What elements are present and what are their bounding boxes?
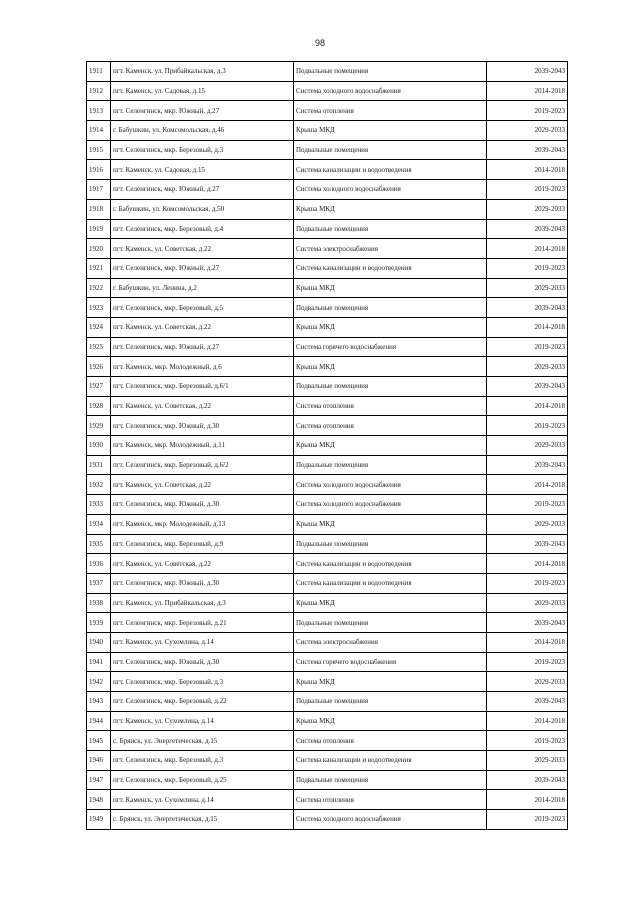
system-cell: Крыша МКД (294, 357, 487, 377)
row-number-cell: 1912 (87, 81, 111, 101)
system-cell: Подвальные помещения (294, 377, 487, 397)
system-cell: Крыша МКД (294, 199, 487, 219)
period-cell: 2019-2023 (487, 337, 568, 357)
period-cell: 2019-2023 (487, 101, 568, 121)
address-cell: г. Бабушкин, ул. Комсомольская, д.50 (111, 199, 294, 219)
address-cell: пгт. Селенгинск, мкр. Березовый, д.5 (111, 298, 294, 318)
table-body (87, 62, 568, 830)
period-cell: 2014-2018 (487, 317, 568, 337)
row-number-cell: 1926 (87, 357, 111, 377)
table-row (87, 810, 568, 830)
table-row (87, 770, 568, 790)
period-cell: 2014-2018 (487, 396, 568, 416)
period-cell: 2039-2043 (487, 298, 568, 318)
address-cell: пгт. Селенгинск, мкр. Березовый, д.22 (111, 692, 294, 712)
address-cell: пгт. Селенгинск, мкр. Южный, д.27 (111, 180, 294, 200)
period-cell: 2029-2033 (487, 514, 568, 534)
table-row (87, 672, 568, 692)
period-cell: 2039-2043 (487, 613, 568, 633)
address-cell: пгт. Селенгинск, мкр. Южный, д.27 (111, 101, 294, 121)
system-cell: Крыша МКД (294, 711, 487, 731)
address-cell: пгт. Селенгинск, мкр. Южный, д.30 (111, 416, 294, 436)
row-number-cell: 1949 (87, 810, 111, 830)
system-cell: Подвальные помещения (294, 534, 487, 554)
address-cell: пгт. Селенгинск, мкр. Южный, д.30 (111, 652, 294, 672)
system-cell: Подвальные помещения (294, 298, 487, 318)
repair-schedule-table (86, 61, 568, 830)
table-row (87, 455, 568, 475)
table-row (87, 219, 568, 239)
address-cell: пгт. Селенгинск, мкр. Березовый, д.21 (111, 613, 294, 633)
table-row (87, 298, 568, 318)
table-row (87, 377, 568, 397)
system-cell: Система холодного водоснабжения (294, 475, 487, 495)
address-cell: пгт. Селенгинск, мкр. Южный, д.27 (111, 258, 294, 278)
row-number-cell: 1911 (87, 62, 111, 82)
row-number-cell: 1947 (87, 770, 111, 790)
table-row (87, 239, 568, 259)
address-cell: пгт. Селенгинск, мкр. Березовый, д.9 (111, 534, 294, 554)
system-cell: Система канализации и водоотведения (294, 160, 487, 180)
row-number-cell: 1943 (87, 692, 111, 712)
table-row (87, 652, 568, 672)
table-row (87, 396, 568, 416)
row-number-cell: 1940 (87, 632, 111, 652)
row-number-cell: 1923 (87, 298, 111, 318)
table-row (87, 573, 568, 593)
address-cell: пгт. Каменск, ул. Сухомлина, д.14 (111, 632, 294, 652)
row-number-cell: 1921 (87, 258, 111, 278)
period-cell: 2029-2033 (487, 199, 568, 219)
system-cell: Система канализации и водоотведения (294, 258, 487, 278)
address-cell: пгт. Селенгинск, мкр. Южный, д.30 (111, 573, 294, 593)
table-row (87, 436, 568, 456)
row-number-cell: 1928 (87, 396, 111, 416)
row-number-cell: 1919 (87, 219, 111, 239)
address-cell: пгт. Селенгинск, мкр. Южный, д.30 (111, 495, 294, 515)
table-row (87, 593, 568, 613)
period-cell: 2014-2018 (487, 475, 568, 495)
period-cell: 2014-2018 (487, 790, 568, 810)
row-number-cell: 1932 (87, 475, 111, 495)
address-cell: пгт. Каменск, ул. Сухомлина, д.14 (111, 711, 294, 731)
address-cell: г. Бабушкин, ул. Ленина, д.2 (111, 278, 294, 298)
address-cell: пгт. Селенгинск, мкр. Березовый, д.6/2 (111, 455, 294, 475)
system-cell: Подвальные помещения (294, 140, 487, 160)
system-cell: Система отопления (294, 731, 487, 751)
row-number-cell: 1939 (87, 613, 111, 633)
system-cell: Система отопления (294, 396, 487, 416)
period-cell: 2019-2023 (487, 180, 568, 200)
system-cell: Подвальные помещения (294, 219, 487, 239)
period-cell: 2029-2033 (487, 357, 568, 377)
address-cell: пгт. Каменск, ул. Прибайкальская, д.3 (111, 62, 294, 82)
row-number-cell: 1948 (87, 790, 111, 810)
period-cell: 2039-2043 (487, 377, 568, 397)
address-cell: пгт. Каменск, мкр. Молодежный, д.6 (111, 357, 294, 377)
system-cell: Подвальные помещения (294, 692, 487, 712)
address-cell: пгт. Каменск, ул. Советская, д.22 (111, 317, 294, 337)
table-row (87, 632, 568, 652)
system-cell: Система холодного водоснабжения (294, 810, 487, 830)
address-cell: с. Брянск, ул. Энергетическая, д.15 (111, 731, 294, 751)
table-row (87, 751, 568, 771)
period-cell: 2039-2043 (487, 140, 568, 160)
system-cell: Крыша МКД (294, 593, 487, 613)
period-cell: 2029-2033 (487, 278, 568, 298)
address-cell: пгт. Селенгинск, мкр. Южный, д.27 (111, 337, 294, 357)
address-cell: пгт. Каменск, ул. Сухомлина, д.14 (111, 790, 294, 810)
row-number-cell: 1922 (87, 278, 111, 298)
table-row (87, 790, 568, 810)
table-row (87, 554, 568, 574)
table-row (87, 278, 568, 298)
row-number-cell: 1914 (87, 121, 111, 141)
row-number-cell: 1935 (87, 534, 111, 554)
period-cell: 2029-2033 (487, 436, 568, 456)
row-number-cell: 1917 (87, 180, 111, 200)
table-row (87, 357, 568, 377)
table-row (87, 475, 568, 495)
system-cell: Крыша МКД (294, 317, 487, 337)
system-cell: Крыша МКД (294, 436, 487, 456)
row-number-cell: 1929 (87, 416, 111, 436)
table-row (87, 199, 568, 219)
table-row (87, 140, 568, 160)
system-cell: Система отопления (294, 790, 487, 810)
row-number-cell: 1946 (87, 751, 111, 771)
table-row (87, 495, 568, 515)
period-cell: 2039-2043 (487, 455, 568, 475)
table-row (87, 692, 568, 712)
address-cell: пгт. Каменск, ул. Садовая, д.15 (111, 81, 294, 101)
table-row (87, 81, 568, 101)
table-row (87, 613, 568, 633)
period-cell: 2019-2023 (487, 652, 568, 672)
row-number-cell: 1924 (87, 317, 111, 337)
page-number: 98 (314, 38, 325, 48)
row-number-cell: 1944 (87, 711, 111, 731)
address-cell: пгт. Каменск, мкр. Молодежный, д.13 (111, 514, 294, 534)
system-cell: Система электроснабжения (294, 632, 487, 652)
period-cell: 2029-2033 (487, 672, 568, 692)
period-cell: 2039-2043 (487, 62, 568, 82)
row-number-cell: 1933 (87, 495, 111, 515)
table-row (87, 534, 568, 554)
system-cell: Система холодного водоснабжения (294, 495, 487, 515)
row-number-cell: 1938 (87, 593, 111, 613)
period-cell: 2019-2023 (487, 495, 568, 515)
period-cell: 2014-2018 (487, 632, 568, 652)
table-row (87, 416, 568, 436)
period-cell: 2029-2033 (487, 121, 568, 141)
period-cell: 2019-2023 (487, 810, 568, 830)
address-cell: пгт. Каменск, ул. Советская, д.22 (111, 475, 294, 495)
system-cell: Система канализации и водоотведения (294, 554, 487, 574)
period-cell: 2014-2018 (487, 239, 568, 259)
system-cell: Подвальные помещения (294, 62, 487, 82)
address-cell: пгт. Селенгинск, мкр. Березовый, д.3 (111, 140, 294, 160)
system-cell: Система электроснабжения (294, 239, 487, 259)
period-cell: 2014-2018 (487, 554, 568, 574)
row-number-cell: 1915 (87, 140, 111, 160)
system-cell: Крыша МКД (294, 121, 487, 141)
system-cell: Крыша МКД (294, 514, 487, 534)
address-cell: пгт. Селенгинск, мкр. Березовый, д.3 (111, 751, 294, 771)
period-cell: 2039-2043 (487, 770, 568, 790)
table-row (87, 62, 568, 82)
address-cell: пгт. Селенгинск, мкр. Березовый, д.4 (111, 219, 294, 239)
period-cell: 2014-2018 (487, 711, 568, 731)
system-cell: Система холодного водоснабжения (294, 180, 487, 200)
system-cell: Система горячего водоснабжения (294, 337, 487, 357)
period-cell: 2039-2043 (487, 534, 568, 554)
row-number-cell: 1927 (87, 377, 111, 397)
address-cell: пгт. Каменск, мкр. Молодежный, д.11 (111, 436, 294, 456)
row-number-cell: 1937 (87, 573, 111, 593)
system-cell: Система холодного водоснабжения (294, 81, 487, 101)
period-cell: 2039-2043 (487, 219, 568, 239)
period-cell: 2014-2018 (487, 81, 568, 101)
row-number-cell: 1913 (87, 101, 111, 121)
system-cell: Система канализации и водоотведения (294, 573, 487, 593)
period-cell: 2039-2043 (487, 692, 568, 712)
row-number-cell: 1936 (87, 554, 111, 574)
address-cell: пгт. Каменск, ул. Советская, д.22 (111, 396, 294, 416)
address-cell: пгт. Селенгинск, мкр. Березовый, д.3 (111, 672, 294, 692)
row-number-cell: 1945 (87, 731, 111, 751)
row-number-cell: 1920 (87, 239, 111, 259)
table-row (87, 258, 568, 278)
address-cell: пгт. Селенгинск, мкр. Березовый, д.6/1 (111, 377, 294, 397)
table-row (87, 731, 568, 751)
table-row (87, 711, 568, 731)
row-number-cell: 1942 (87, 672, 111, 692)
address-cell: пгт. Каменск, ул. Прибайкальская, д.3 (111, 593, 294, 613)
row-number-cell: 1931 (87, 455, 111, 475)
row-number-cell: 1925 (87, 337, 111, 357)
period-cell: 2019-2023 (487, 731, 568, 751)
table-row (87, 101, 568, 121)
system-cell: Подвальные помещения (294, 455, 487, 475)
row-number-cell: 1934 (87, 514, 111, 534)
table-row (87, 337, 568, 357)
system-cell: Система отопления (294, 416, 487, 436)
period-cell: 2029-2033 (487, 593, 568, 613)
table-row (87, 160, 568, 180)
system-cell: Крыша МКД (294, 278, 487, 298)
row-number-cell: 1918 (87, 199, 111, 219)
system-cell: Крыша МКД (294, 672, 487, 692)
period-cell: 2019-2023 (487, 416, 568, 436)
period-cell: 2019-2023 (487, 258, 568, 278)
system-cell: Подвальные помещения (294, 770, 487, 790)
period-cell: 2029-2033 (487, 751, 568, 771)
row-number-cell: 1941 (87, 652, 111, 672)
address-cell: с. Брянск, ул. Энергетическая, д.15 (111, 810, 294, 830)
address-cell: пгт. Селенгинск, мкр. Березовый, д.25 (111, 770, 294, 790)
address-cell: пгт. Каменск, ул. Садовая, д.15 (111, 160, 294, 180)
table-row (87, 317, 568, 337)
system-cell: Система канализации и водоотведения (294, 751, 487, 771)
address-cell: пгт. Каменск, ул. Советская, д.22 (111, 239, 294, 259)
row-number-cell: 1916 (87, 160, 111, 180)
system-cell: Система горячего водоснабжения (294, 652, 487, 672)
row-number-cell: 1930 (87, 436, 111, 456)
table-row (87, 514, 568, 534)
system-cell: Система отопления (294, 101, 487, 121)
period-cell: 2014-2018 (487, 160, 568, 180)
table-row (87, 121, 568, 141)
table-row (87, 180, 568, 200)
address-cell: пгт. Каменск, ул. Советская, д.22 (111, 554, 294, 574)
system-cell: Подвальные помещения (294, 613, 487, 633)
period-cell: 2019-2023 (487, 573, 568, 593)
address-cell: г. Бабушкин, ул. Комсомольская, д.46 (111, 121, 294, 141)
